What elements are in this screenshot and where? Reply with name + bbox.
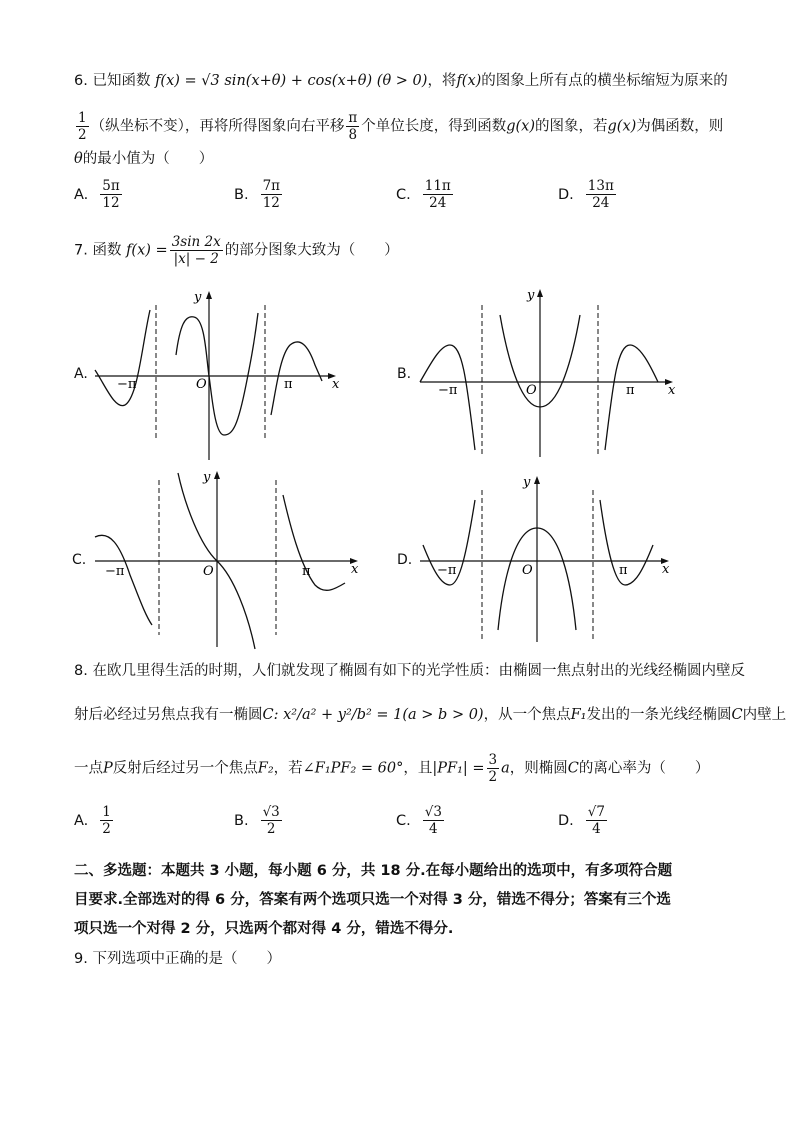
q8-ellipse-equation: : x²/a² + y²/b² = 1(a > b > 0): [273, 707, 484, 723]
graph-c-pos-pi: π: [302, 564, 311, 579]
graph-a-label[interactable]: A.: [74, 366, 88, 382]
graph-a-pos-pi: π: [284, 377, 293, 392]
graph-a-curve-right: [271, 342, 322, 415]
q8-line2: 射后必经过另焦点我有一椭圆C: x²/a² + y²/b² = 1(a > b > 0)，从一个焦点F₁发出的一条光线经椭圆C内壁上: [74, 707, 787, 723]
q7-text-b: 的部分图象大致为（ ）: [224, 242, 399, 259]
graph-a-y-label: y: [194, 290, 202, 305]
q8-line1: [74, 660, 745, 682]
section2-line2: 目要求.全部选对的得 6 分，答案有两个选项只选一个对得 3 分，错选不得分；答案有三个选: [74, 892, 671, 908]
graph-c-curve-right: [283, 495, 345, 590]
q8-text-1: 在欧几里得生活的时期，人们就发现了椭圆有如下的光学性质：由椭圆一焦点射出的光线经椭圆内壁反: [92, 663, 745, 679]
graph-d-x-label: x: [662, 562, 670, 577]
q8-angle: ∠F₁PF₂ = 60°: [302, 760, 404, 777]
q6-line2: [74, 110, 723, 143]
q6-text-b: ，将: [427, 73, 457, 89]
graph-b-neg-pi: −π: [438, 383, 458, 398]
graph-c[interactable]: [90, 465, 365, 650]
q6-text-a: 已知函数: [92, 73, 151, 89]
graph-c-label[interactable]: C.: [72, 552, 87, 568]
q8-pf1-fraction: $\frac{3}{2}$: [488, 752, 498, 785]
graph-a-neg-pi: −π: [117, 377, 137, 392]
q8-line3: 一点P反射后经过另一个焦点F₂，若∠F₁PF₂ = 60°，且|PF₁| = $\frac{3}{2}$ a，则椭圆C的离心率为（ ）: [74, 752, 710, 785]
q6-half-fraction: $\frac{1}{2}$: [78, 110, 87, 143]
graph-d-label[interactable]: D.: [397, 552, 413, 568]
graph-d[interactable]: [415, 470, 680, 645]
graph-d-y-arrow: [534, 476, 540, 484]
graph-a-curve-middle: [176, 313, 258, 435]
q8-point-p: P: [103, 760, 113, 777]
q6-line3: [74, 148, 213, 170]
q6-gx: g(x): [506, 118, 535, 135]
graph-d-pos-pi: π: [619, 563, 628, 578]
graph-c-origin: O: [203, 564, 214, 579]
q8-option-c[interactable]: C. $\frac{√3}{4}$: [396, 804, 442, 837]
q6-function: f(x) = √3 sin(x+θ) + cos(x+θ) (θ > 0): [155, 73, 428, 89]
q6-gx2: g(x): [607, 118, 637, 135]
q6-line1: [74, 70, 728, 92]
graph-d-y-label: y: [523, 475, 531, 490]
graph-b-y-arrow: [537, 289, 543, 297]
q8-number: 8.: [74, 663, 88, 679]
graph-c-x-label: x: [351, 562, 359, 577]
q6-shift-fraction: $\frac{\pi}{8}$: [348, 110, 358, 143]
q8-f2: F₂: [257, 760, 274, 777]
graph-b-label[interactable]: B.: [397, 366, 412, 382]
graph-b-x-label: x: [668, 383, 676, 398]
graph-a[interactable]: [90, 285, 350, 460]
q7-line1: [74, 234, 399, 267]
q9-text: 下列选项中正确的是（ ）: [92, 951, 281, 967]
q6-text-d: （纵坐标不变），再将所得图象向右平移: [90, 118, 345, 135]
q6-option-b[interactable]: B. $\frac{7\pi}{12}$: [234, 178, 281, 211]
q6-text-c: 的图象上所有点的横坐标缩短为原来的: [481, 73, 728, 89]
q6-option-a[interactable]: A. $\frac{5\pi}{12}$: [74, 178, 120, 211]
q8-ellipse-c: C: [262, 707, 274, 723]
q6-option-d[interactable]: D. $\frac{13\pi}{24}$: [558, 178, 614, 211]
q6-text-g: 为偶函数，则: [636, 118, 724, 135]
q6-option-c[interactable]: C. $\frac{11\pi}{24}$: [396, 178, 451, 211]
q7-func-lhs: f(x) =: [126, 242, 168, 259]
graph-d-origin: O: [522, 563, 533, 578]
graph-c-curve-left: [95, 535, 152, 625]
graph-a-y-arrow: [206, 291, 212, 299]
q6-text-e: 个单位长度，得到函数: [361, 118, 507, 135]
graph-a-origin: O: [196, 377, 207, 392]
q9-line: [74, 948, 281, 970]
q6-fx: f(x): [456, 73, 482, 89]
graph-c-y-arrow: [214, 471, 220, 479]
q8-option-a[interactable]: A. $\frac{1}{2}$: [74, 804, 111, 837]
q7-func-fraction: $\frac{3\sin 2x}{|x| - 2}$: [171, 234, 221, 267]
q8-pf1: |PF₁| =: [432, 760, 485, 777]
graph-b[interactable]: [415, 285, 680, 460]
q7-text-a: 函数: [92, 242, 122, 259]
q6-theta: θ: [74, 151, 83, 167]
section2-line1: 二、多选题：本题共 3 小题，每小题 6 分，共 18 分.在每小题给出的选项中，有多项符合题: [74, 863, 673, 879]
graph-a-x-label: x: [332, 377, 340, 392]
graph-b-origin: O: [526, 383, 537, 398]
section2-line3: 项只选一个对得 2 分，只选两个都对得 4 分，错选不得分.: [74, 921, 454, 937]
graph-d-neg-pi: −π: [437, 563, 457, 578]
q9-number: 9.: [74, 951, 88, 967]
graph-c-neg-pi: −π: [105, 564, 125, 579]
q6-number: 6.: [74, 73, 88, 89]
q6-text-h: 的最小值为（ ）: [82, 151, 214, 167]
q6-text-f: 的图象，若: [535, 118, 608, 135]
q7-number: 7.: [74, 242, 88, 259]
graph-c-y-label: y: [203, 470, 211, 485]
graph-b-pos-pi: π: [626, 383, 635, 398]
q8-option-d[interactable]: D. $\frac{√7}{4}$: [558, 804, 605, 837]
q8-option-b[interactable]: B. $\frac{√3}{2}$: [234, 804, 280, 837]
q8-f1: F₁: [570, 707, 587, 723]
graph-b-y-label: y: [527, 288, 535, 303]
